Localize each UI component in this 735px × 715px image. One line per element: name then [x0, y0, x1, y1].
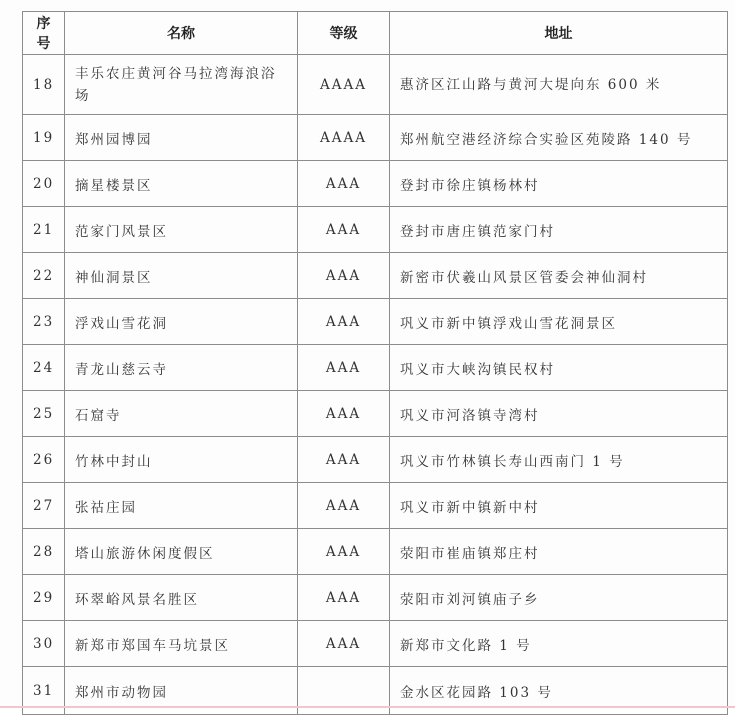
cell-address: 巩义市新中镇新中村 — [390, 483, 728, 529]
cell-address: 新郑市文化路 1 号 — [390, 621, 728, 667]
cell-no: 18 — [23, 55, 65, 115]
cell-name: 范家门风景区 — [65, 207, 298, 253]
cell-name: 郑州园博园 — [65, 115, 298, 161]
cell-no: 27 — [23, 483, 65, 529]
cell-address: 金水区花园路 103 号 — [390, 667, 728, 715]
cell-no: 24 — [23, 345, 65, 391]
table-row — [23, 55, 728, 115]
cell-level: AAAA — [298, 55, 390, 115]
cell-address: 巩义市河洛镇寺湾村 — [390, 391, 728, 437]
page-bottom-rule — [0, 706, 735, 708]
cell-name: 浮戏山雪花洞 — [65, 299, 298, 345]
table-header-row — [23, 12, 728, 55]
cell-no: 29 — [23, 575, 65, 621]
cell-address: 郑州航空港经济综合实验区苑陵路 140 号 — [390, 115, 728, 161]
cell-level: AAA — [298, 253, 390, 299]
cell-level: AAA — [298, 161, 390, 207]
table-row — [23, 575, 728, 621]
table-row — [23, 161, 728, 207]
cell-address: 巩义市竹林镇长寿山西南门 1 号 — [390, 437, 728, 483]
cell-name: 石窟寺 — [65, 391, 298, 437]
cell-name: 竹林中封山 — [65, 437, 298, 483]
table-row — [23, 253, 728, 299]
cell-name: 塔山旅游休闲度假区 — [65, 529, 298, 575]
cell-no: 30 — [23, 621, 65, 667]
cell-address: 巩义市大峡沟镇民权村 — [390, 345, 728, 391]
cell-name: 环翠峪风景名胜区 — [65, 575, 298, 621]
table-row — [23, 115, 728, 161]
cell-level: AAA — [298, 345, 390, 391]
cell-no: 25 — [23, 391, 65, 437]
cell-no: 19 — [23, 115, 65, 161]
cell-level: AAA — [298, 437, 390, 483]
cell-name: 摘星楼景区 — [65, 161, 298, 207]
cell-address: 登封市徐庄镇杨林村 — [390, 161, 728, 207]
cell-no: 31 — [23, 667, 65, 715]
cell-name: 神仙洞景区 — [65, 253, 298, 299]
cell-name: 青龙山慈云寺 — [65, 345, 298, 391]
cell-level: AAA — [298, 391, 390, 437]
cell-level: AAA — [298, 207, 390, 253]
cell-no: 28 — [23, 529, 65, 575]
table-row — [23, 299, 728, 345]
table-row — [23, 345, 728, 391]
cell-name: 郑州市动物园 — [65, 667, 298, 715]
cell-address: 登封市唐庄镇范家门村 — [390, 207, 728, 253]
table-row — [23, 391, 728, 437]
header-no: 序号 — [23, 12, 65, 55]
cell-address: 新密市伏羲山风景区管委会神仙洞村 — [390, 253, 728, 299]
table-row — [23, 437, 728, 483]
cell-name: 张祜庄园 — [65, 483, 298, 529]
cell-no: 22 — [23, 253, 65, 299]
cell-level: AAA — [298, 621, 390, 667]
cell-address: 巩义市新中镇浮戏山雪花洞景区 — [390, 299, 728, 345]
table-row — [23, 529, 728, 575]
table-row — [23, 483, 728, 529]
cell-no: 20 — [23, 161, 65, 207]
header-address: 地址 — [390, 12, 728, 55]
cell-address: 荥阳市崔庙镇郑庄村 — [390, 529, 728, 575]
cell-level: AAA — [298, 529, 390, 575]
table-row — [23, 621, 728, 667]
cell-name: 新郑市郑国车马坑景区 — [65, 621, 298, 667]
cell-no: 26 — [23, 437, 65, 483]
cell-level: AAA — [298, 575, 390, 621]
header-level: 等级 — [298, 12, 390, 55]
cell-address: 惠济区江山路与黄河大堤向东 600 米 — [390, 55, 728, 115]
scenic-spots-table — [22, 11, 728, 715]
cell-address: 荥阳市刘河镇庙子乡 — [390, 575, 728, 621]
table-row — [23, 207, 728, 253]
cell-name: 丰乐农庄黄河谷马拉湾海浪浴场 — [65, 55, 298, 115]
cell-no: 23 — [23, 299, 65, 345]
cell-no: 21 — [23, 207, 65, 253]
cell-level: AAA — [298, 299, 390, 345]
cell-level: AAA — [298, 483, 390, 529]
header-name: 名称 — [65, 12, 298, 55]
cell-level: AAAA — [298, 115, 390, 161]
